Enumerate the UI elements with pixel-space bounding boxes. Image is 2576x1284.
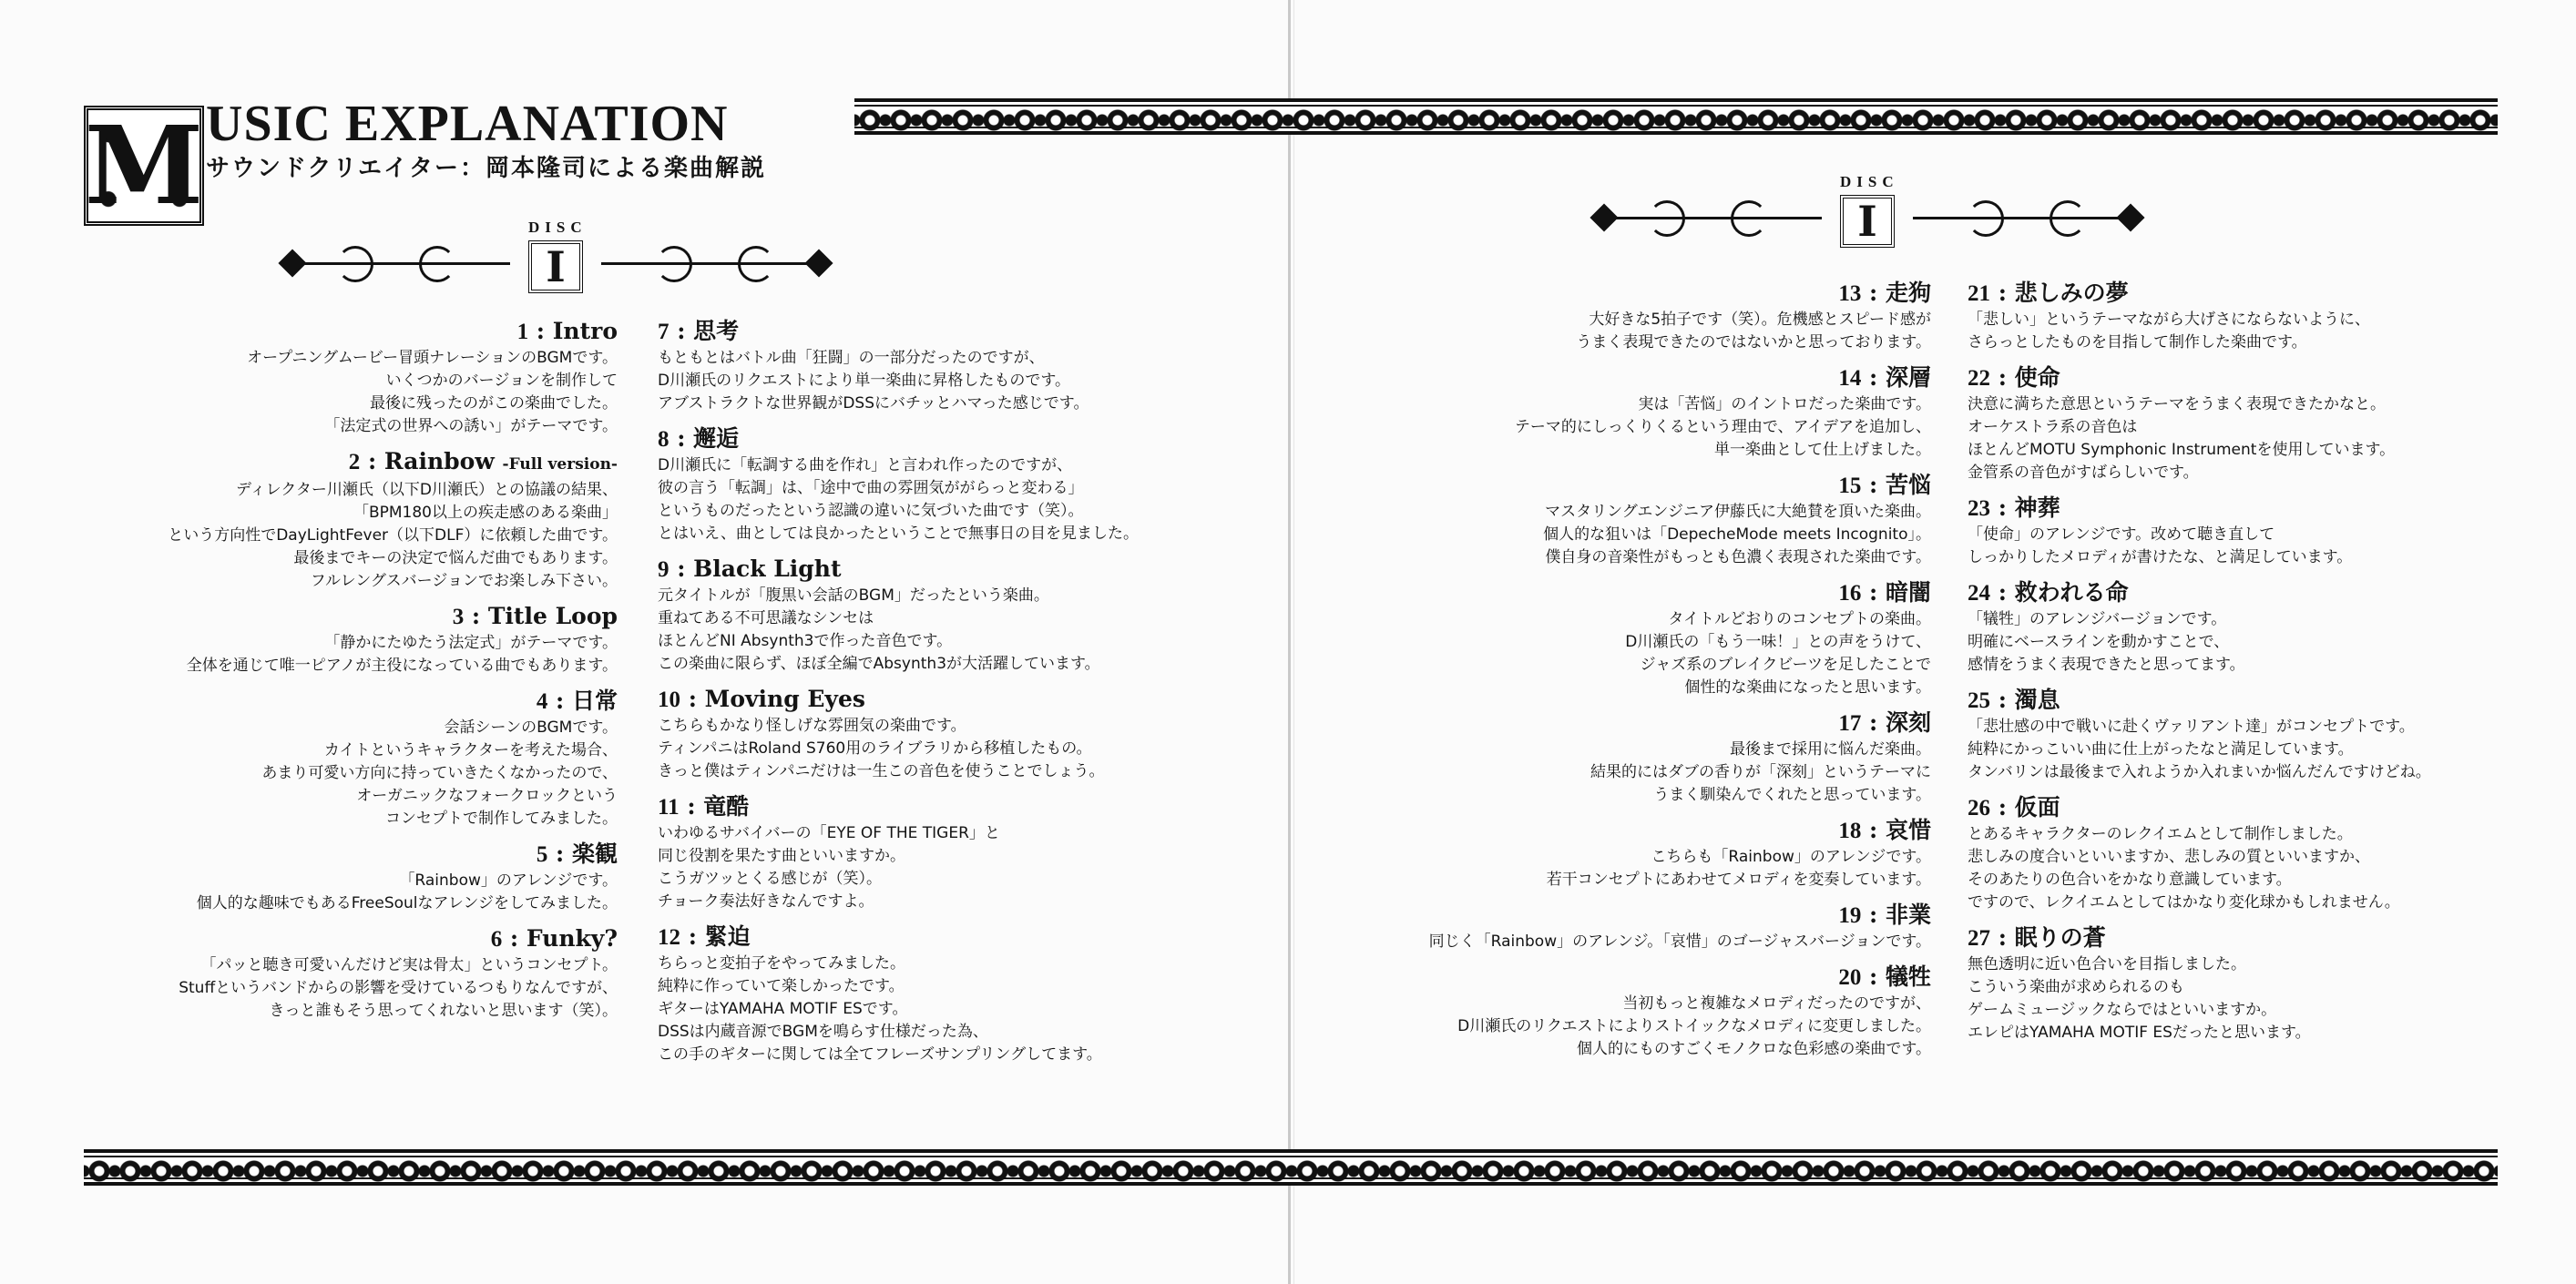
track-description-line: オープニングムービー冒頭ナレーションのBGMです。	[247, 349, 618, 367]
track-description-line: 若干コンセプトにあわせてメロディを変奏しています。	[1546, 871, 1931, 889]
track-description-line: 最後まで採用に悩んだ楽曲。	[1730, 740, 1931, 759]
track-description-line: そのあたりの色合いをかなり意識しています。	[1968, 871, 2292, 889]
track-heading	[1968, 578, 2431, 608]
ornament-end	[2116, 203, 2144, 231]
track-title: Moving Eyes	[704, 686, 865, 712]
track-title: 思考	[693, 318, 740, 344]
track-heading	[1429, 363, 1931, 393]
track-description-line: 無色透明に近い色合いを目指しました。	[1968, 955, 2246, 973]
track-description-line: マスタリングエンジニア伊藤氏に大絶賛を頂いた楽曲。	[1545, 503, 1931, 521]
track-description-line: 彼の言う「転調」は、「途中で曲の雰囲気ががらっと変わる」	[658, 479, 1084, 497]
track-description-line: 個人的な狙いは「DepecheMode meets Incognito」。	[1543, 525, 1931, 544]
track-heading	[168, 602, 618, 632]
track-separator: :	[502, 925, 526, 952]
track-number: 24	[1968, 581, 1990, 606]
track-description-line: 純粋に作っていて楽しかったです。	[658, 977, 905, 995]
track-title: 走狗	[1885, 280, 1931, 306]
disc-number: I	[1857, 197, 1877, 246]
track-separator: :	[679, 793, 704, 820]
track-separator: :	[669, 425, 694, 452]
track-heading	[1429, 901, 1931, 931]
track-description-line: 「使命」のアレンジです。改めて聴き直して	[1968, 525, 2275, 544]
track-number: 16	[1838, 581, 1862, 606]
track-entry	[1968, 279, 2431, 354]
track-description-line: とあるキャラクターのレクイエムとして制作しました。	[1968, 825, 2353, 843]
track-title: 悲しみの夢	[2014, 280, 2129, 306]
track-entry	[658, 555, 1139, 676]
track-description-line: 同じ役割を果たす曲といいますか。	[658, 847, 905, 865]
track-description-line: テーマ的にしっくりくるという理由で、アイデアを追加し、	[1514, 418, 1931, 436]
track-description-line: ちらっと変拍子をやってみました。	[658, 954, 905, 973]
track-description-line: ジャズ系のブレイクビーツを足したことで	[1640, 656, 1931, 674]
track-number: 25	[1968, 688, 1990, 713]
track-heading	[658, 317, 1139, 347]
track-title: 緊迫	[704, 923, 751, 950]
track-description-line: こうガツッとくる感じが（笑）。	[658, 870, 882, 888]
track-separator: :	[1861, 579, 1886, 606]
track-separator: :	[1861, 472, 1886, 498]
track-title: 哀惜	[1885, 817, 1931, 843]
track-entry	[1429, 363, 1931, 462]
ornament-vine	[601, 262, 820, 265]
track-separator: :	[1861, 364, 1886, 391]
track-title: 使命	[2014, 364, 2060, 391]
track-entry	[168, 840, 618, 915]
track-description-line: この楽曲に限らず、ほぼ全編でAbsynth3が大活躍しています。	[658, 655, 1100, 673]
track-title: 楽観	[571, 841, 618, 867]
track-number: 22	[1968, 366, 1990, 391]
track-description-line: 個人的な趣味でもあるFreeSoulなアレンジをしてみました。	[196, 894, 618, 912]
track-title: 苦悩	[1885, 472, 1931, 498]
track-description-line: という方向性でDayLightFever（以下DLF）に依頼した曲です。	[168, 526, 618, 545]
track-entry	[168, 687, 618, 831]
track-description-line: 「悲壮感の中で戦いに赴くヴァリアント達」がコンセプトです。	[1968, 718, 2415, 736]
track-description-line: タイトルどおりのコンセプトの楽曲。	[1668, 610, 1931, 628]
track-separator: :	[1990, 280, 2015, 306]
track-entry	[1429, 279, 1931, 354]
track-description-line: 「静かにたゆたう法定式」がテーマです。	[324, 634, 618, 652]
track-description-line: D川瀬氏の「もう一味！」との声をうけて、	[1625, 633, 1931, 651]
track-title: 非業	[1885, 902, 1931, 928]
track-title: 仮面	[2014, 794, 2060, 820]
track-separator: :	[680, 923, 705, 950]
track-description-line: 元タイトルが「腹黒い会話のBGM」だったという楽曲。	[658, 586, 1049, 605]
track-description-line: D川瀬氏のリクエストによりストイックなメロディに変更しました。	[1457, 1017, 1931, 1035]
page-subtitle: サウンドクリエイター：岡本隆司による楽曲解説	[206, 155, 766, 182]
track-number: 15	[1838, 474, 1862, 498]
track-column-2	[658, 317, 1139, 1075]
track-description-line: もともとはバトル曲「狂闘」の一部分だったのですが、	[658, 349, 1045, 367]
track-entry	[658, 792, 1139, 913]
track-entry	[658, 317, 1139, 415]
track-description-line: きっと僕はティンパニだけは一生この音色を使うことでしょう。	[658, 762, 1105, 780]
track-entry	[658, 685, 1139, 783]
ornament-vine	[1603, 217, 1822, 219]
track-title: Rainbow	[383, 448, 495, 474]
track-title: Funky?	[526, 925, 618, 952]
track-number: 6	[490, 927, 503, 952]
track-separator: :	[1861, 709, 1886, 736]
track-heading	[168, 840, 618, 870]
track-description-line: ディレクター川瀬氏（以下D川瀬氏）との協議の結果、	[235, 481, 618, 499]
track-number: 8	[658, 427, 670, 452]
track-description-line: オーケストラ系の音色は	[1968, 418, 2138, 436]
track-description-line: あまり可愛い方向に持っていきたくなかったので、	[261, 764, 618, 782]
disc-number-box	[1840, 195, 1895, 248]
track-entry	[1968, 363, 2431, 484]
track-description-line: ほとんどNI Absynth3で作った音色です。	[658, 632, 953, 650]
track-description-line: 明確にベースラインを動かすことで、	[1968, 633, 2230, 651]
track-number: 18	[1838, 819, 1862, 843]
disc-number: I	[546, 242, 566, 291]
track-entry	[1968, 686, 2431, 784]
ornament-vine	[1913, 217, 2131, 219]
track-title: Black Light	[693, 555, 842, 582]
track-column-3	[1429, 279, 1931, 1070]
track-entry	[658, 424, 1139, 545]
track-description-line: ですので、レクイエムとしてはかなり変化球かもしれません。	[1968, 893, 2400, 912]
track-separator: :	[547, 688, 572, 714]
disc-ornament-left	[282, 206, 829, 315]
track-heading	[1429, 471, 1931, 501]
track-title: 濁息	[2014, 687, 2060, 713]
track-number: 11	[658, 795, 680, 820]
track-description-line: こちらも「Rainbow」のアレンジです。	[1651, 848, 1931, 866]
track-heading	[658, 424, 1139, 454]
track-title: 邂逅	[693, 425, 740, 452]
disc-label: DISC	[1840, 173, 1899, 190]
track-description-line: 悲しみの度合いといいますか、悲しみの質といいますか、	[1968, 848, 2370, 866]
track-title: 神葬	[2014, 494, 2060, 521]
track-number: 14	[1838, 366, 1862, 391]
top-ornament-band	[854, 98, 2498, 135]
track-separator: :	[1861, 963, 1886, 990]
track-number: 13	[1838, 281, 1862, 306]
track-heading	[168, 924, 618, 954]
track-description-line: 個性的な楽曲になったと思います。	[1684, 678, 1931, 697]
track-description-line: この手のギターに関しては全てフレーズサンプリングしてます。	[658, 1045, 1102, 1064]
track-number: 1	[516, 320, 529, 344]
track-description-line: 個人的にものすごくモノクロな色彩感の楽曲です。	[1577, 1040, 1931, 1058]
track-description-line: ほとんどMOTU Symphonic Instrumentを使用しています。	[1968, 441, 2396, 459]
track-separator: :	[1861, 817, 1886, 843]
track-description-line: うまく馴染んでくれたと思っています。	[1653, 786, 1931, 804]
track-number: 2	[348, 450, 361, 474]
track-heading	[168, 447, 618, 479]
ornament-curl	[1649, 200, 1685, 237]
track-heading	[168, 317, 618, 347]
track-description-line: ゲームミュージックならではといいますか。	[1968, 1001, 2277, 1019]
track-description-line: さらっとしたものを目指して制作した楽曲です。	[1968, 333, 2307, 352]
track-separator: :	[1861, 280, 1886, 306]
track-description-line: 重ねてある不可思議なシンセは	[658, 609, 874, 627]
track-title: 犠牲	[1885, 963, 1931, 990]
track-separator: :	[1990, 494, 2015, 521]
track-description-line: こちらもかなり怪しげな雰囲気の楽曲です。	[658, 717, 966, 735]
track-description-line: オーガニックなフォークロックという	[356, 787, 618, 805]
track-heading	[658, 685, 1139, 715]
track-heading	[1968, 793, 2431, 823]
track-description-line: いくつかのバージョンを制作して	[385, 372, 618, 390]
track-number: 27	[1968, 926, 1990, 951]
track-title: 日常	[571, 688, 618, 714]
track-entry	[658, 922, 1139, 1066]
track-entry	[168, 317, 618, 438]
logo-letter: M	[84, 102, 204, 229]
track-description-line: Stuffというバンドからの影響を受けているつもりなんですが、	[179, 979, 618, 997]
track-number: 26	[1968, 796, 1990, 820]
track-heading	[1429, 963, 1931, 993]
track-separator: :	[464, 603, 488, 629]
track-separator: :	[547, 841, 572, 867]
track-entry	[1429, 578, 1931, 699]
track-description-line: 会話シーンのBGMです。	[444, 718, 618, 737]
bottom-ornament-band	[84, 1149, 2498, 1186]
track-description-line: とはいえ、曲としては良かったということで無事日の目を見ました。	[658, 525, 1140, 543]
track-entry	[1968, 793, 2431, 914]
track-title: 深層	[1885, 364, 1931, 391]
track-description-line: DSSは内蔵音源でBGMを鳴らす仕様だった為、	[658, 1023, 988, 1041]
track-description-line: というものだったという認識の違いに気づいた曲です（笑）。	[658, 502, 1084, 520]
track-description-line: ティンパニはRoland S760用のライブラリから移植したもの。	[658, 739, 1092, 758]
track-title: 深刻	[1885, 709, 1931, 736]
track-number: 4	[536, 689, 548, 714]
track-description-line: 単一楽曲として仕上げました。	[1714, 441, 1931, 459]
track-description-line: しっかりしたメロディが書けたな、と満足しています。	[1968, 548, 2353, 566]
track-title: 暗闇	[1885, 579, 1931, 606]
track-description-line: カイトというキャラクターを考えた場合、	[323, 741, 618, 759]
track-description-line: タンバリンは最後まで入れようか入れまいか悩んだんですけどね。	[1968, 763, 2431, 781]
track-number: 21	[1968, 281, 1990, 306]
track-title: Intro	[552, 318, 618, 344]
track-number: 3	[452, 605, 465, 629]
track-description-line: 「Rainbow」のアレンジです。	[399, 871, 618, 890]
track-heading	[1429, 816, 1931, 846]
ornament-curl	[337, 246, 373, 282]
track-heading	[168, 687, 618, 717]
track-entry	[1429, 963, 1931, 1061]
track-entry	[1968, 923, 2431, 1045]
track-separator: :	[1990, 687, 2015, 713]
track-description-line: D川瀬氏のリクエストにより単一楽曲に昇格したものです。	[658, 372, 1071, 390]
track-description-line: アブストラクトな世界観がDSSにバチッとハマった感じです。	[658, 394, 1089, 413]
track-separator: :	[1990, 924, 2015, 951]
track-heading	[1968, 363, 2431, 393]
track-description-line: 大好きな5拍子です（笑）。危機感とスピード感が	[1589, 311, 1931, 329]
track-number: 20	[1838, 965, 1862, 990]
track-title: 竜酷	[703, 793, 750, 820]
track-description-line: 純粋にかっこいい曲に仕上がったなと満足しています。	[1968, 740, 2354, 759]
track-separator: :	[1990, 579, 2015, 606]
track-separator: :	[360, 448, 384, 474]
track-entry	[1429, 471, 1931, 569]
track-description-line: チョーク奏法好きなんですよ。	[658, 892, 874, 911]
track-description-line: うまく表現できたのではないかと思っております。	[1576, 333, 1931, 352]
disc-number-box	[528, 240, 583, 293]
disc-label: DISC	[528, 219, 588, 236]
track-description-line: 僕自身の音楽性がもっとも色濃く表現された楽曲です。	[1545, 548, 1931, 566]
track-number: 17	[1838, 711, 1862, 736]
track-description-line: きっと誰もそう思ってくれないと思います（笑）。	[269, 1002, 618, 1020]
track-description-line: 当初もっと複雑なメロディだったのですが、	[1622, 994, 1931, 1013]
track-separator: :	[528, 318, 553, 344]
track-number: 12	[658, 925, 680, 950]
track-separator: :	[669, 318, 694, 344]
track-separator: :	[680, 686, 705, 712]
track-heading	[1968, 686, 2431, 716]
track-number: 23	[1968, 496, 1990, 521]
track-number: 10	[658, 688, 680, 712]
track-heading	[658, 922, 1139, 953]
logo-initial-m	[84, 102, 204, 229]
track-heading	[658, 555, 1139, 585]
track-description-line: 「BPM180以上の疾走感のある楽曲」	[353, 504, 618, 522]
page-fold	[1288, 0, 1291, 1284]
track-description-line: 結果的にはダブの香りが「深刻」というテーマに	[1590, 763, 1931, 781]
track-separator: :	[1861, 902, 1886, 928]
page-fold-shadow	[1293, 0, 1294, 1284]
ornament-end	[804, 249, 833, 277]
track-heading	[1429, 708, 1931, 739]
track-entry	[168, 602, 618, 678]
track-separator: :	[669, 555, 694, 582]
track-title-suffix: -Full version-	[502, 455, 618, 474]
track-heading	[1429, 279, 1931, 309]
track-description-line: 「犠牲」のアレンジバージョンです。	[1968, 610, 2227, 628]
track-title: 救われる命	[2014, 579, 2129, 606]
disc-ornament-right	[1594, 160, 2141, 270]
track-heading	[658, 792, 1139, 822]
track-separator: :	[1990, 794, 2015, 820]
track-description-line: エレピはYAMAHA MOTIF ESだったと思います。	[1968, 1024, 2311, 1042]
track-title: 眠りの蒼	[2014, 924, 2106, 951]
track-heading	[1968, 494, 2431, 524]
track-description-line: D川瀬氏に「転調する曲を作れ」と言われ作ったのですが、	[658, 456, 1073, 474]
track-description-line: 「法定式の世界への誘い」がテーマです。	[324, 417, 618, 435]
track-description-line: 決意に満ちた意思というテーマをうまく表現できたかなと。	[1968, 395, 2386, 413]
track-description-line: 金管系の音色がすばらしいです。	[1968, 464, 2199, 482]
track-column-4	[1968, 279, 2431, 1054]
track-entry	[1429, 708, 1931, 807]
track-description-line: 同じく「Rainbow」のアレンジ。「哀惜」のゴージャスバージョンです。	[1428, 932, 1931, 951]
track-number: 5	[536, 842, 548, 867]
track-description-line: 実は「苦悩」のイントロだった楽曲です。	[1638, 395, 1931, 413]
track-description-line: いわゆるサバイバーの「EYE OF THE TIGER」と	[658, 824, 1000, 842]
track-heading	[1968, 923, 2431, 953]
track-description-line: 最後までキーの決定で悩んだ曲でもあります。	[293, 549, 618, 567]
track-heading	[1429, 578, 1931, 608]
track-column-1	[168, 317, 618, 1032]
track-number: 19	[1838, 903, 1862, 928]
track-separator: :	[1990, 364, 2015, 391]
track-description-line: 全体を通じて唯一ピアノが主役になっている曲でもあります。	[186, 657, 618, 675]
track-entry	[168, 924, 618, 1023]
track-title: Title Loop	[487, 603, 618, 629]
track-number: 7	[658, 320, 670, 344]
track-description-line: 感情をうまく表現できたと思ってます。	[1968, 656, 2245, 674]
track-description-line: こういう楽曲が求められるのも	[1968, 978, 2184, 996]
track-entry	[1429, 901, 1931, 953]
track-entry	[1968, 494, 2431, 569]
track-description-line: フルレングスバージョンでお楽しみ下さい。	[310, 572, 618, 590]
track-description-line: 最後に残ったのがこの楽曲でした。	[370, 394, 618, 413]
track-heading	[1968, 279, 2431, 309]
track-entry	[1429, 816, 1931, 892]
ornament-curl	[1731, 200, 1767, 237]
track-entry	[168, 447, 618, 593]
track-description-line: 「パッと聴き可愛いんだけど実は骨太」というコンセプト。	[200, 956, 618, 974]
track-description-line: コンセプトで制作してみました。	[385, 810, 618, 828]
track-entry	[1968, 578, 2431, 677]
track-number: 9	[658, 557, 670, 582]
track-description-line: 「悲しい」というテーマながら大げさにならないように、	[1968, 311, 2370, 329]
page-title: USIC EXPLANATION	[206, 96, 729, 152]
ornament-vine	[291, 262, 510, 265]
track-description-line: ギターはYAMAHA MOTIF ESです。	[658, 1000, 908, 1018]
ornament-curl	[419, 246, 455, 282]
